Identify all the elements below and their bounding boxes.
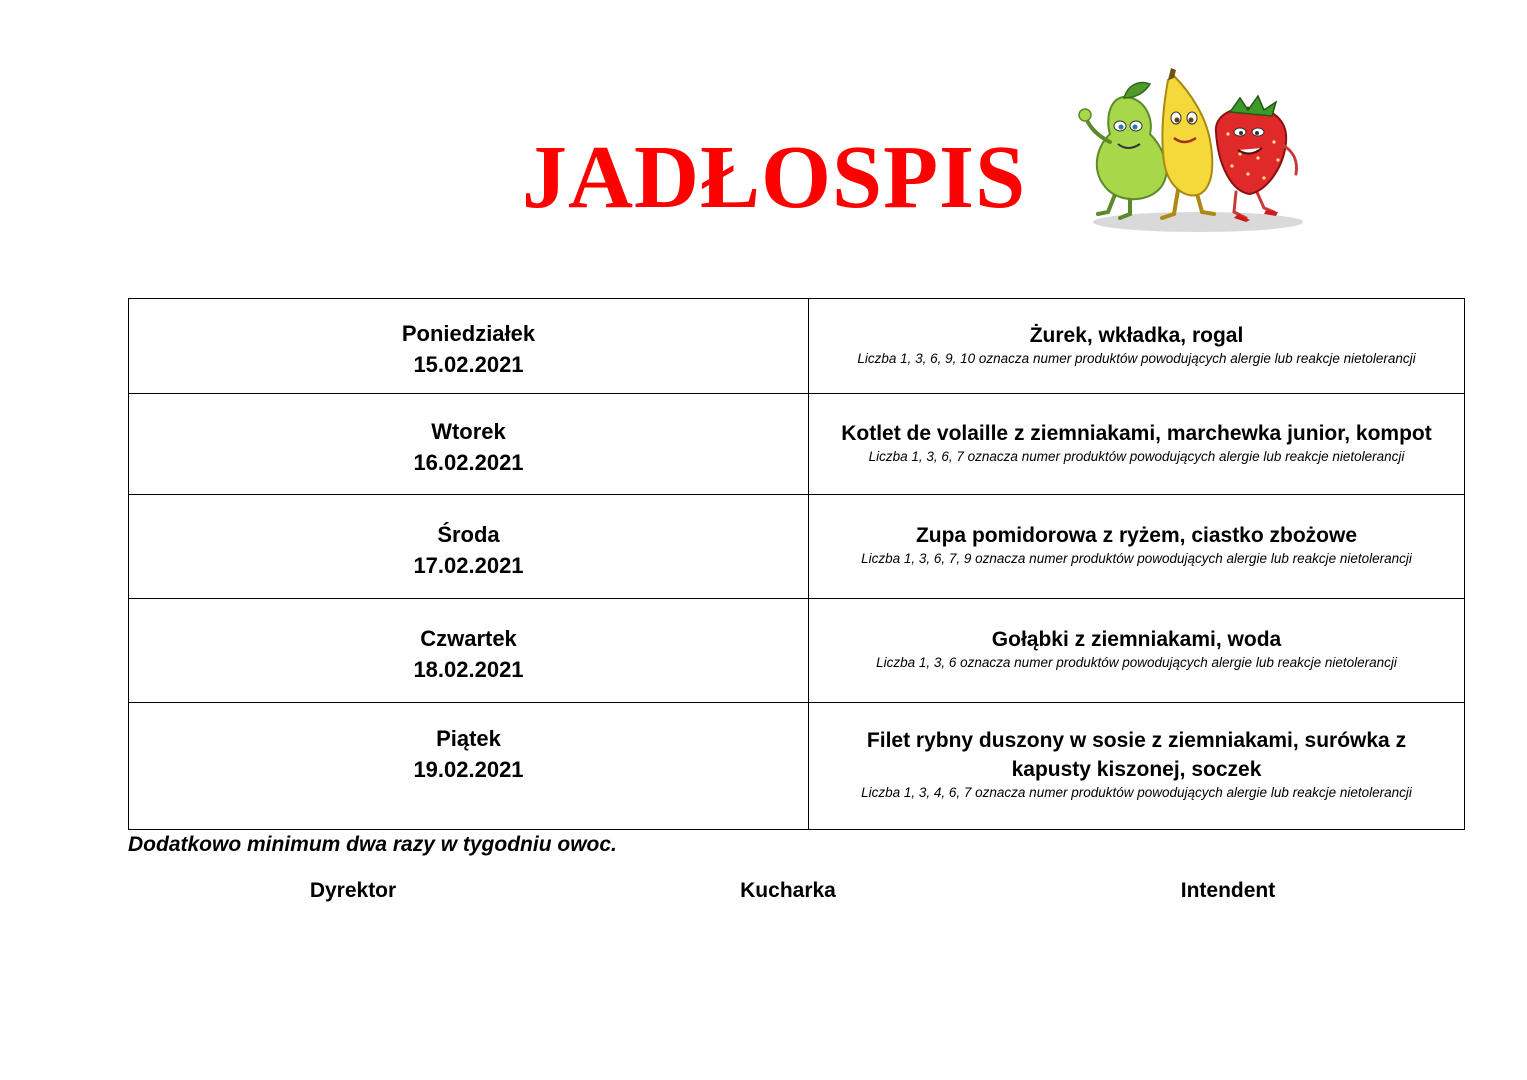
dish-description: Kotlet de volaille z ziemniakami, marchewka junior, kompot (841, 421, 1432, 445)
signature-director: Dyrektor (309, 879, 397, 902)
pear-arm (1086, 118, 1110, 142)
strawberry-leaves (1230, 96, 1276, 116)
day-cell (129, 703, 809, 830)
table-row (129, 394, 1465, 495)
day-name: Wtorek (431, 419, 506, 444)
dish-cell (809, 703, 1465, 830)
dish-description: Filet rybny duszony w sosie z ziemniakami, surówka z kapusty kiszonej, soczek (866, 729, 1407, 781)
day-cell (129, 599, 809, 703)
fruit-mascot-illustration (1068, 62, 1308, 237)
allergen-note: Liczba 1, 3, 6, 7 oznacza numer produktów powodujących alergie lub reakcje nietolerancji (868, 448, 1405, 464)
day-name: Poniedziałek (401, 321, 536, 346)
allergen-note: Liczba 1, 3, 6 oznacza numer produktów powodujących alergie lub reakcje nietolerancji (876, 655, 1397, 670)
signature-cook: Kucharka (740, 879, 836, 902)
dish-cell (809, 299, 1465, 394)
day-date: 19.02.2021 (413, 757, 524, 782)
day-date: 17.02.2021 (413, 552, 524, 578)
dish-description: Gołąbki z ziemniakami, woda (991, 628, 1282, 651)
pear-leaf (1124, 83, 1150, 98)
menu-table (128, 298, 1465, 830)
day-cell (129, 299, 809, 394)
fruit-note: Dodatkowo minimum dwa razy w tygodniu owoc. (128, 833, 617, 856)
day-date: 15.02.2021 (413, 352, 524, 377)
allergen-note: Liczba 1, 3, 6, 9, 10 oznacza numer produktów powodujących alergie lub reakcje nietolerancji (857, 350, 1416, 366)
banana-body (1162, 76, 1212, 195)
dish-cell (809, 394, 1465, 495)
allergen-note: Liczba 1, 3, 6, 7, 9 oznacza numer produktów powodujących alergie lub reakcje nietolerancji (861, 551, 1412, 566)
day-cell (129, 495, 809, 599)
day-date: 16.02.2021 (413, 450, 524, 475)
day-name: Piątek (436, 726, 501, 751)
table-row (129, 703, 1465, 830)
table-row (129, 299, 1465, 394)
day-name: Czwartek (420, 625, 517, 651)
signature-steward: Intendent (1180, 879, 1276, 902)
day-date: 18.02.2021 (413, 656, 524, 682)
day-cell (129, 394, 809, 495)
dish-description: Zupa pomidorowa z ryżem, ciastko zbożowe (915, 524, 1358, 547)
dish-description: Żurek, wkładka, rogal (1029, 323, 1244, 347)
day-name: Środa (437, 521, 500, 547)
pear-hand (1079, 109, 1091, 121)
strawberry-arm (1284, 146, 1297, 174)
dish-cell (809, 495, 1465, 599)
dish-cell (809, 599, 1465, 703)
table-row (129, 599, 1465, 703)
allergen-note: Liczba 1, 3, 4, 6, 7 oznacza numer produktów powodujących alergie lub reakcje nietolerancji (861, 785, 1412, 800)
table-row (129, 495, 1465, 599)
page-title: JADŁOSPIS (522, 128, 1027, 227)
